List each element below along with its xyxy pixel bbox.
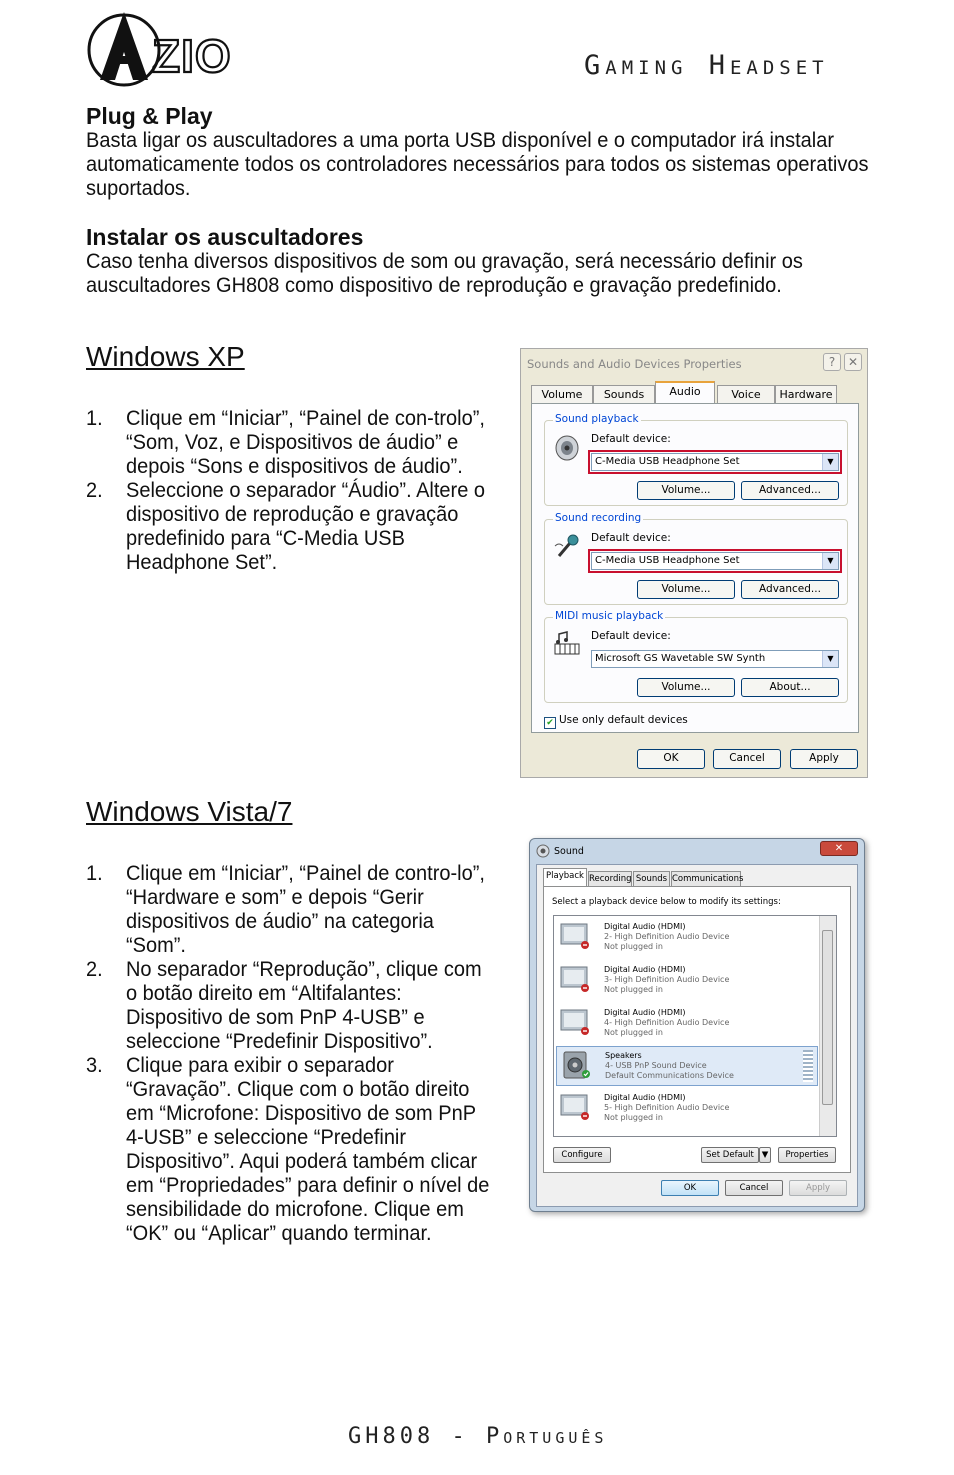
playback-volume-button[interactable]: Volume... [637,481,735,500]
recording-volume-button[interactable]: Volume... [637,580,735,599]
tab-sounds[interactable]: Sounds [633,871,670,886]
midi-about-button[interactable]: About... [741,678,839,697]
chevron-down-icon: ▼ [822,454,838,470]
install-section [86,225,876,297]
xp-sound-dialog [520,348,868,778]
tab-communications[interactable]: Communications [671,871,741,886]
install-title: Instalar os auscultadores [86,224,364,250]
list-item-speakers[interactable]: Speakers 4- USB PnP Sound Device Default Communications Device [556,1046,818,1086]
tab-audio[interactable]: Audio [655,381,715,404]
list-item[interactable]: Digital Audio (HDMI) 2- High Definition Audio Device Not plugged in [556,918,818,958]
vista-cancel-button[interactable]: Cancel [725,1180,783,1196]
microphone-icon [553,532,581,560]
sound-recording-label: Sound recording [555,512,642,524]
tab-hardware[interactable]: Hardware [775,385,837,403]
xp-ok-button[interactable]: OK [637,749,705,769]
recording-advanced-button[interactable]: Advanced... [741,580,839,599]
plug-play-section [86,104,876,200]
set-default-dropdown[interactable] [759,1147,771,1163]
page-footer: GH808 - Português [348,1424,608,1449]
properties-button[interactable]: Properties [778,1147,836,1163]
vista-steps [86,861,491,1245]
checkmark-icon: ✔ [544,717,556,729]
vista-client-area [536,864,858,1207]
volume-meter [803,1050,813,1082]
midi-playback-group [544,610,848,703]
playback-panel [543,886,851,1173]
playback-device-list [553,915,837,1137]
scrollbar-thumb[interactable] [822,930,833,1105]
close-button[interactable]: ✕ [820,841,858,856]
svg-text:ZIO: ZIO [152,30,232,82]
vista-ok-button[interactable]: OK [661,1180,719,1196]
audio-panel [531,403,859,733]
midi-device-select[interactable]: Microsoft GS Wavetable SW Synth ▼ [591,650,839,668]
monitor-icon [560,1008,590,1036]
sound-recording-group [544,512,848,605]
speaker-icon [561,1051,591,1079]
recording-device-select[interactable]: C-Media USB Headphone Set ▼ [591,552,839,570]
xp-dialog-title: Sounds and Audio Devices Properties [527,357,742,371]
midi-default-label: Default device: [591,630,671,642]
xp-step-1: 1. Clique em “Iniciar”, “Painel de con-trolo”, “Som, Voz, e Dispositivos de áudio” e depois “Sons e dispositivos de áudio”. [86,406,485,478]
vista-sound-dialog [529,838,865,1212]
xp-step-2: 2. Seleccione o separador “Áudio”. Altere o dispositivo de reprodução e gravação predefinido para “C-Media USB Headphone Set”. [86,478,486,574]
midi-playback-label: MIDI music playback [555,610,664,622]
playback-device-select[interactable]: C-Media USB Headphone Set ▼ [591,453,839,471]
device-list-scrollbar[interactable] [819,916,836,1136]
close-button[interactable]: ✕ [844,353,862,371]
list-item[interactable]: Digital Audio (HDMI) 3- High Definition Audio Device Not plugged in [556,961,818,1001]
speaker-icon [553,433,581,461]
windows-vista-heading: Windows Vista/7 [86,796,293,827]
plug-play-text: Basta ligar os auscultadores a uma porta USB disponível e o computador irá instalar automaticamente todos os controladores necessários para todos os sistemas operativos suportados. [86,128,869,200]
xp-cancel-button[interactable]: Cancel [713,749,781,769]
sound-playback-group [544,413,848,506]
list-item[interactable]: Digital Audio (HDMI) 5- High Definition Audio Device Not plugged in [556,1089,818,1129]
tab-recording[interactable]: Recording [588,871,632,886]
xp-apply-button[interactable]: Apply [790,749,858,769]
playback-prompt: Select a playback device below to modify its settings: [552,897,781,907]
vista-step-3: 3. Clique para exibir o separador “Gravação”. Clique com o botão direito em “Microfone: Dispositivo de som PnP 4-USB” e seleccione “Predefinir Dispositivo”. Aqui poderá também clicar em “Propriedades” para definir o nível de sensibilidade do microfone. Clique em “OK” ou “Aplicar” quando terminar. [86,1053,490,1245]
chevron-down-icon: ▼ [761,1150,769,1160]
sound-playback-label: Sound playback [555,413,639,425]
playback-default-label: Default device: [591,433,671,445]
set-default-button[interactable]: Set Default [701,1147,759,1163]
use-default-devices-checkbox[interactable]: ✔ Use only default devices [544,714,688,729]
vista-dialog-title: Sound [554,846,584,857]
midi-keyboard-icon [553,630,581,658]
windows-xp-heading: Windows XP [86,341,245,372]
azio-logo [86,8,268,90]
tab-voice[interactable]: Voice [717,385,775,403]
tab-playback[interactable]: Playback [543,868,587,887]
chevron-down-icon: ▼ [822,553,838,569]
monitor-icon [560,922,590,950]
chevron-down-icon: ▼ [822,651,838,667]
monitor-icon [560,1093,590,1121]
install-text: Caso tenha diversos dispositivos de som ou gravação, será necessário definir os auscultadores GH808 como dispositivo de reprodução e gravação predefinido. [86,249,803,297]
vista-apply-button[interactable]: Apply [789,1180,847,1196]
monitor-icon [560,965,590,993]
vista-step-1: 1. Clique em “Iniciar”, “Painel de contro-lo”, “Hardware e som” e depois “Gerir dispositivos de áudio” na categoria “Som”. [86,861,485,957]
help-button[interactable]: ? [823,353,841,371]
product-title: Gaming Headset [584,50,829,81]
plug-play-title: Plug & Play [86,103,213,129]
configure-button[interactable]: Configure [553,1147,611,1163]
tab-sounds[interactable]: Sounds [593,385,655,403]
playback-advanced-button[interactable]: Advanced... [741,481,839,500]
tab-volume[interactable]: Volume [531,385,593,403]
list-item[interactable]: Digital Audio (HDMI) 4- High Definition Audio Device Not plugged in [556,1004,818,1044]
vista-step-2: 2. No separador “Reprodução”, clique com o botão direito em “Altifalantes: Dispositivo de som PnP 4-USB” e seleccione “Predefinir Dispositivo”. [86,957,482,1053]
xp-steps [86,406,491,574]
midi-volume-button[interactable]: Volume... [637,678,735,697]
sound-icon [536,844,550,858]
recording-default-label: Default device: [591,532,671,544]
